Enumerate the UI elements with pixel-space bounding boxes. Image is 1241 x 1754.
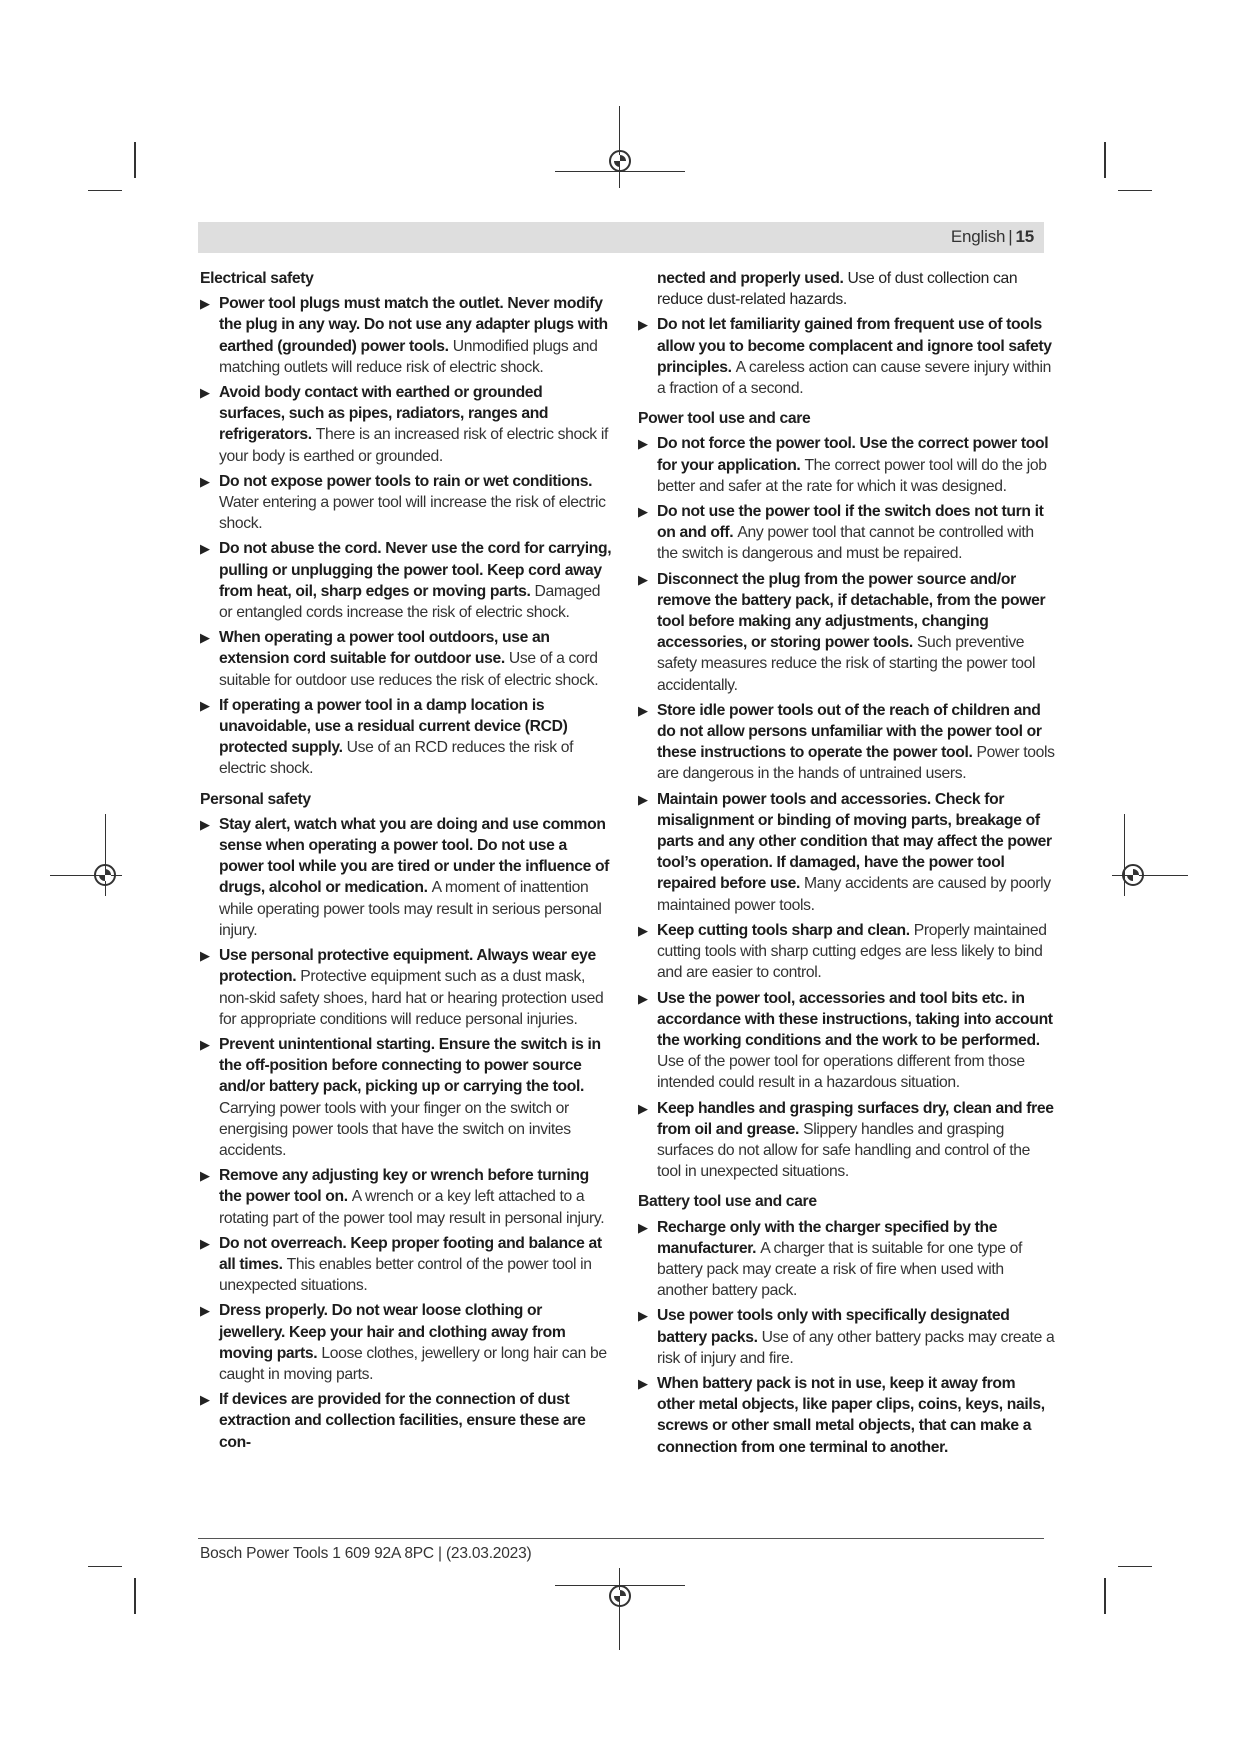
bullet-arrow-icon: ▶ — [200, 630, 210, 646]
registration-bottom-target-icon — [609, 1585, 631, 1607]
list-item: ▶ Do not force the power tool. Use the correct power tool for your application. The correct power tool will do the job better and safer at the rate for which it was designed. — [638, 435, 1049, 495]
list-item: ▶ Do not use the power tool if the switch does not turn it on and off. Any power tool that cannot be controlled with the switch is dangerous and must be repaired. — [638, 503, 1044, 563]
bullet-arrow-icon: ▶ — [200, 948, 210, 964]
crop-mark-bottom-left-h — [88, 1566, 122, 1567]
bullet-arrow-icon: ▶ — [200, 1036, 210, 1052]
list-item: ▶ Do not abuse the cord. Never use the cord for carrying, pulling or unplugging the power tool. Keep cord away from heat, oil, sharp edges or moving parts. Damaged or entangled cords increase the risk of electric shock. — [200, 540, 612, 622]
crop-mark-top-right-h — [1118, 190, 1152, 191]
bullet-arrow-icon: ▶ — [200, 1235, 210, 1251]
list-item: ▶ Do not overreach. Keep proper footing and balance at all times. This enables better control of the power tool in unexpected situations. — [200, 1234, 602, 1295]
left-column — [200, 268, 612, 1457]
footer-text: Bosch Power Tools 1 609 92A 8PC | (23.03.2023) — [200, 1545, 532, 1562]
bullet-arrow-icon: ▶ — [200, 385, 210, 401]
list-item: ▶ If devices are provided for the connection of dust extraction and collection facilities, ensure these are con- — [200, 1391, 586, 1451]
list-item: ▶ Use personal protective equipment. Always wear eye protection. Protective equipment such as a dust mask, non-skid safety shoes, hard hat or hearing protection used for appropriate conditions will reduce personal injuries. — [200, 947, 604, 1028]
list-item: ▶ Remove any adjusting key or wrench before turning the power tool on. A wrench or a key left attached to a rotating part of the power tool may result in personal injury. — [200, 1167, 605, 1227]
bullet-arrow-icon: ▶ — [200, 1392, 210, 1408]
bullet-arrow-icon: ▶ — [200, 473, 210, 489]
list-item: ▶ Dress properly. Do not wear loose clothing or jewellery. Keep your hair and clothing away from moving parts. Loose clothes, jewellery or long hair can be caught in moving parts. — [200, 1302, 607, 1383]
section-heading-electrical-safety: Electrical safety — [200, 270, 314, 287]
list-item: ▶ Store idle power tools out of the reach of children and do not allow persons unfamiliar with the power tool or these instructions to operate the power tool. Power tools are dangerous in the hands of untrained users. — [638, 701, 1055, 783]
registration-left-target-icon — [94, 864, 116, 886]
crop-mark-top-left-v — [134, 142, 136, 178]
bullet-arrow-icon: ▶ — [200, 1168, 210, 1184]
registration-top-target-icon — [609, 150, 631, 172]
bullet-arrow-icon: ▶ — [200, 816, 210, 832]
page-header — [198, 222, 1044, 253]
header-separator: | — [1008, 227, 1013, 246]
footer-rule — [198, 1538, 1044, 1539]
bullet-arrow-icon: ▶ — [200, 697, 210, 713]
bullet-arrow-icon: ▶ — [638, 436, 648, 452]
list-item-continuation: nected and properly used. Use of dust collection can reduce dust-related hazards. — [657, 270, 1018, 309]
section-heading-personal-safety: Personal safety — [200, 790, 311, 808]
bullet-arrow-icon: ▶ — [200, 296, 210, 312]
list-item: ▶ Maintain power tools and accessories. Check for misalignment or binding of moving parts, breakage of parts and any other condition that may affect the power tool’s operation. If damaged, have the power tool repaired before use. Many accidents are caused by poorly maintained power tools. — [638, 790, 1052, 914]
right-column — [638, 268, 1056, 1462]
registration-top-v — [619, 106, 620, 188]
bullet-arrow-icon: ▶ — [638, 1100, 648, 1116]
list-item: ▶ Stay alert, watch what you are doing and use common sense when operating a power tool. Do not use a power tool while you are tired or under the influence of drugs, alcohol or medication. A moment of inattention while operating power tools may result in serious personal injury. — [200, 815, 610, 939]
list-item: ▶ Do not expose power tools to rain or wet conditions.Water entering a power tool will increase the risk of electric shock. — [200, 472, 606, 533]
list-item: ▶ Prevent unintentional starting. Ensure the switch is in the off-position before connecting to power source and/or battery pack, picking up or carrying the tool.Carrying power tools with your finger on the switch or energising power tools that have the switch on invites accidents. — [200, 1035, 601, 1159]
bullet-arrow-icon: ▶ — [638, 317, 648, 333]
bullet-arrow-icon: ▶ — [638, 1375, 648, 1391]
list-item: ▶ Recharge only with the charger specified by the manufacturer. A charger that is suitable for one type of battery pack may create a risk of fire when used with another battery pack. — [638, 1218, 1022, 1300]
list-item: ▶ Power tool plugs must match the outlet. Never modify the plug in any way. Do not use any adapter plugs with earthed (grounded) power tools. Unmodified plugs and matching outlets will reduce risk of electric shock. — [200, 295, 608, 376]
list-item: ▶ Use power tools only with specifically designated battery packs. Use of any other battery packs may create a risk of injury and fire. — [638, 1307, 1055, 1367]
list-item: ▶ When operating a power tool outdoors, use an extension cord suitable for outdoor use. Use of a cord suitable for outdoor use reduces the risk of electric shock. — [200, 629, 599, 689]
header-language: English — [950, 227, 1006, 246]
list-item: ▶ When battery pack is not in use, keep it away from other metal objects, like paper clips, coins, keys, nails, screws or other small metal objects, that can make a connection from one terminal to another. — [638, 1374, 1045, 1456]
list-item: ▶ If operating a power tool in a damp location is unavoidable, use a residual current device (RCD) protected supply. Use of an RCD reduces the risk of electric shock. — [200, 696, 574, 778]
crop-mark-bottom-left-v — [134, 1578, 136, 1614]
bullet-arrow-icon: ▶ — [638, 791, 648, 807]
bullet-arrow-icon: ▶ — [638, 1308, 648, 1324]
section-heading-power-tool-use: Power tool use and care — [638, 410, 811, 428]
crop-mark-top-left-h — [88, 190, 122, 191]
registration-bottom-v — [619, 1568, 620, 1650]
header-label — [951, 227, 1034, 247]
bullet-arrow-icon: ▶ — [638, 702, 648, 718]
registration-right-v — [1124, 814, 1125, 896]
bullet-arrow-icon: ▶ — [638, 990, 648, 1006]
bullet-arrow-icon: ▶ — [638, 504, 648, 520]
registration-right-target-icon — [1122, 864, 1144, 886]
section-heading-battery-tool-use: Battery tool use and care — [638, 1193, 817, 1211]
list-item: ▶ Avoid body contact with earthed or grounded surfaces, such as pipes, radiators, ranges and refrigerators. There is an increased risk of electric shock if your body is earthed or grounded. — [200, 384, 608, 465]
crop-mark-bottom-right-h — [1118, 1566, 1152, 1567]
list-item: ▶ Do not let familiarity gained from frequent use of tools allow you to become complacent and ignore tool safety principles. A careless action can cause severe injury within a fraction of a second. — [638, 316, 1052, 398]
bullet-arrow-icon: ▶ — [200, 541, 210, 557]
list-item: ▶ Keep handles and grasping surfaces dry, clean and free from oil and grease. Slippery handles and grasping surfaces do not allow for safe handling and control of the tool in unexpected situations. — [638, 1099, 1054, 1181]
crop-mark-bottom-right-v — [1104, 1578, 1106, 1614]
list-item: ▶ Use the power tool, accessories and tool bits etc. in accordance with these instructions, taking into account the working conditions and the work to be performed.Use of the power tool for operations different from those intended could result in a hazardous situation. — [638, 989, 1053, 1092]
crop-mark-top-right-v — [1104, 142, 1106, 178]
list-item: ▶ Disconnect the plug from the power source and/or remove the battery pack, if detachable, from the power tool before making any adjustments, changing accessories, or storing power tools. Such preventive safety measures reduce the risk of starting the power tool accidentally. — [638, 570, 1046, 694]
bullet-arrow-icon: ▶ — [638, 571, 648, 587]
list-item: ▶ Keep cutting tools sharp and clean. Properly maintained cutting tools with sharp cutting edges are less likely to bind and are easier to control. — [638, 921, 1047, 982]
page-number: 15 — [1015, 227, 1034, 246]
bullet-arrow-icon: ▶ — [200, 1303, 210, 1319]
bullet-arrow-icon: ▶ — [638, 922, 648, 938]
bullet-arrow-icon: ▶ — [638, 1219, 648, 1235]
